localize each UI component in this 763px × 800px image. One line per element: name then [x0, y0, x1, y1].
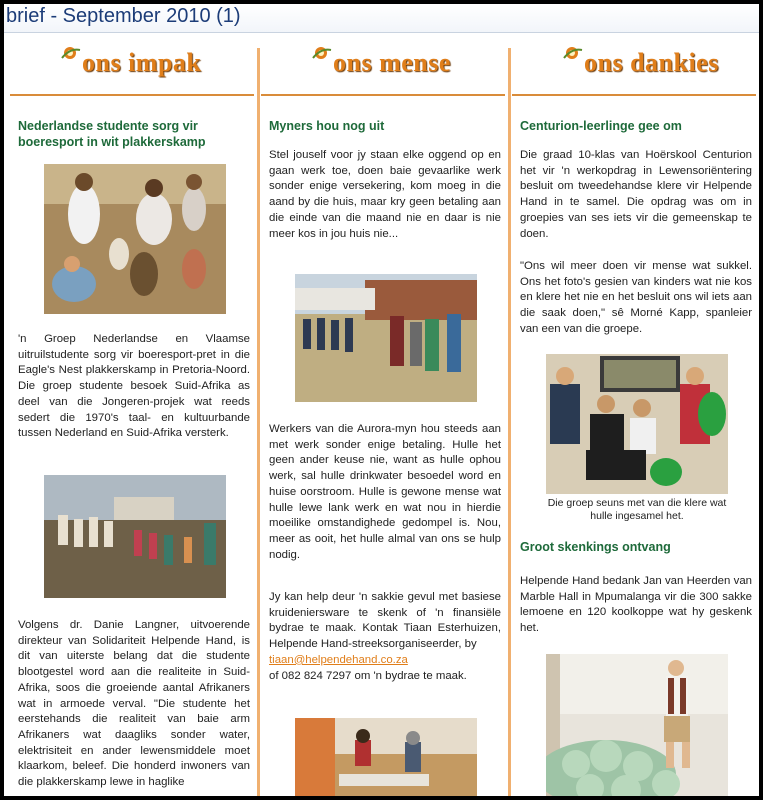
column-ons-impak [10, 42, 254, 796]
article-paragraph [269, 590, 501, 684]
email-link[interactable]: tiaan@helpendehand.co.za [269, 653, 408, 666]
section-header [512, 42, 756, 96]
article-title: Groot skenkings ontvang [520, 540, 671, 554]
article-paragraph: "Ons wil meer doen vir mense wat sukkel. Ons het foto's gesien van kinders wat nie kos en klere het nie en het besluit ons wil iets aan die saak doen," sê Morné Kapp, spanleier van een van die groepe. [520, 260, 752, 335]
photo-plakkerskamp [44, 475, 226, 598]
article-paragraph: Volgens dr. Danie Langner, uitvoerende direkteur van Solidariteit Helpende Hand, is dit van uiterste belang dat die studente blootgestel word aan die realiteite in Suid-Afrika, soos die groeiende aantal Afrikaners wat in armoede verval. "Die studente het eerstehands die realiteit van baie arm Afrikaners wat daagliks sonder water, elektrisiteit en ander lewensmiddele moet klaarkom, beleef. Die honderd inwoners van die plakkerskamp lewe in haglike [18, 619, 250, 789]
contact-text: Jy kan help deur 'n sakkie gevul met basiese kruideniersware te skenk of 'n finansiële bydrae te maak. Kontak Tiaan Esterhuizen, Helpende Hand-streeksorganiseerder, by [269, 591, 501, 651]
helpende-hand-logo-icon [562, 44, 584, 62]
section-heading: ons mense [333, 48, 451, 77]
article-title: Nederlandse studente sorg vir boeresport in wit plakkerskamp [18, 119, 206, 149]
article-paragraph: Stel jouself voor jy staan elke oggend op en gaan werk toe, doen baie gevaarlike werk sonder enige versekering, kom moeg in die aand by die huis, maar kry geen betaling aan die einde van die maand nie en daar is nie meer kos in jou huis nie... [269, 149, 501, 240]
photo-boeresport [44, 164, 226, 314]
section-header [10, 42, 254, 96]
section-heading: ons impak [82, 48, 202, 77]
contact-text-end: of 082 824 7297 om 'n bydrae te maak. [269, 669, 467, 682]
article-title: Centurion-leerlinge gee om [520, 119, 682, 133]
window-title: brief - September 2010 (1) [6, 5, 241, 27]
section-heading: ons dankies [584, 48, 719, 77]
window-titlebar [4, 4, 759, 33]
article-paragraph: Werkers van die Aurora-myn hou steeds aan met werk sonder enige betaling. Hulle het geen ander keuse nie, want as hulle ophou werk, sal hulle drinkwater besoedel word en huise oorstroom. Hulle is gewone mense wat hulle lewe lank werk en wat nou in hierdie moeilike omstandighede gedompel is. Nou, meer as ooit, het hulle almal van ons se hulp nodig. [269, 423, 501, 561]
photo-aurora-myn-werkers [295, 274, 477, 402]
column-divider [257, 48, 260, 796]
column-divider [508, 48, 511, 796]
helpende-hand-logo-icon [60, 44, 82, 62]
article-title: Myners hou nog uit [269, 119, 385, 133]
photo-caption: Die groep seuns met van die klere wat hulle ingesamel het. [547, 497, 727, 522]
photo-skenkings [546, 654, 728, 796]
document-window [4, 4, 759, 796]
column-ons-mense [261, 42, 505, 796]
section-header [261, 42, 505, 96]
article-paragraph: Helpende Hand bedank Jan van Heerden van Marble Hall in Mpumalanga vir die 300 sakke lemoene en 120 koolkoppe wat hy geskenk het. [520, 575, 752, 635]
column-ons-dankies [512, 42, 756, 796]
article-paragraph: 'n Groep Nederlandse en Vlaamse uitruilstudente sorg vir boeresport-pret in die Eagle's Nest plakkerskamp in Pretoria-Noord. Die groep studente besoek Suid-Afrika as deel van die Jongeren-projek wat reeds sedert die 1970's taal- en kultuurbande tussen Nederland en Suid-Afrika versterk. [18, 333, 250, 440]
helpende-hand-logo-icon [311, 44, 333, 62]
article-paragraph: Die graad 10-klas van Hoërskool Centurion het vir 'n werkopdrag in Lewensoriëntering besluit om tweedehandse klere vir Helpende Hand in te samel. Die opdrag was om in groepies van ses iets vir die gemeenskap te doen. [520, 149, 752, 240]
photo-centurion-seuns [546, 354, 728, 494]
photo-kruideniersware [295, 718, 477, 796]
